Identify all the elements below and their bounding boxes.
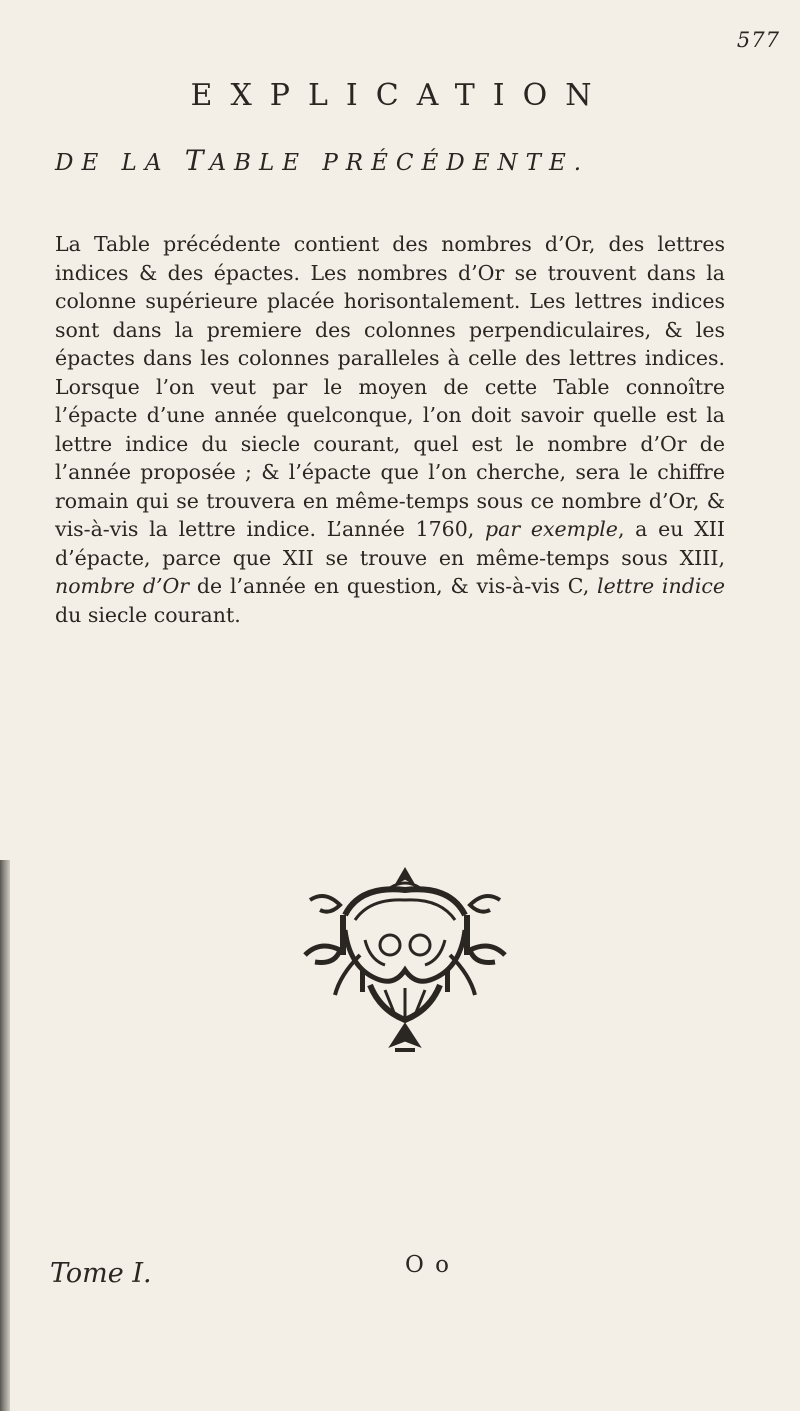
signature-mark: O o xyxy=(405,1252,452,1278)
page-subheading xyxy=(55,144,755,177)
paragraph-text-4: du siecle courant. xyxy=(55,602,241,627)
binding-shadow xyxy=(0,860,10,1411)
paragraph-italic-3: lettre indice xyxy=(597,574,725,598)
volume-label: Tome I. xyxy=(50,1258,152,1289)
subheading-part3: ABLE xyxy=(209,150,323,176)
page-heading: EXPLICATION xyxy=(190,78,610,113)
paragraph-text-3: de l’année en question, & vis-à-vis C, xyxy=(189,574,598,598)
subheading-part4: PRÉCÉDENTE. xyxy=(322,150,590,176)
subheading-part1: DE LA xyxy=(55,150,185,176)
fleuron-ornament-icon xyxy=(300,860,510,1060)
paragraph-italic-2: nombre d’Or xyxy=(55,574,190,598)
paragraph-italic-1: par exemple xyxy=(484,517,618,541)
paragraph-text-1: La Table précédente contient des nombres d’Or, des lettres indices & des épactes. Les nombres d’Or se trouvent dans la colonne supérieure placée horisontalement. Les lettres indices sont dans la premiere des colonnes perpendiculaires, & les épactes dans les colonnes paralleles à celle des lettres indices. Lorsque l’on veut par le moyen de cette Table connoître l’épacte d’une année quelconque, l’on doit savoir quelle est la lettre indice du siecle courant, quel est le nombre d’Or de l’année proposée ; & l’épacte que l’on cherche, sera le chiffre romain qui se trouvera en même-temps sous ce nombre d’Or, & vis-à-vis la lettre indice. L’année 1760, xyxy=(55,232,725,541)
subheading-initial: T xyxy=(184,144,210,177)
body-paragraph xyxy=(55,230,725,629)
page-number: 577 xyxy=(736,28,780,52)
paragraph-text-2: , a eu XII d’épacte, parce que XII se trouve en même-temps sous XIII, xyxy=(55,517,725,570)
